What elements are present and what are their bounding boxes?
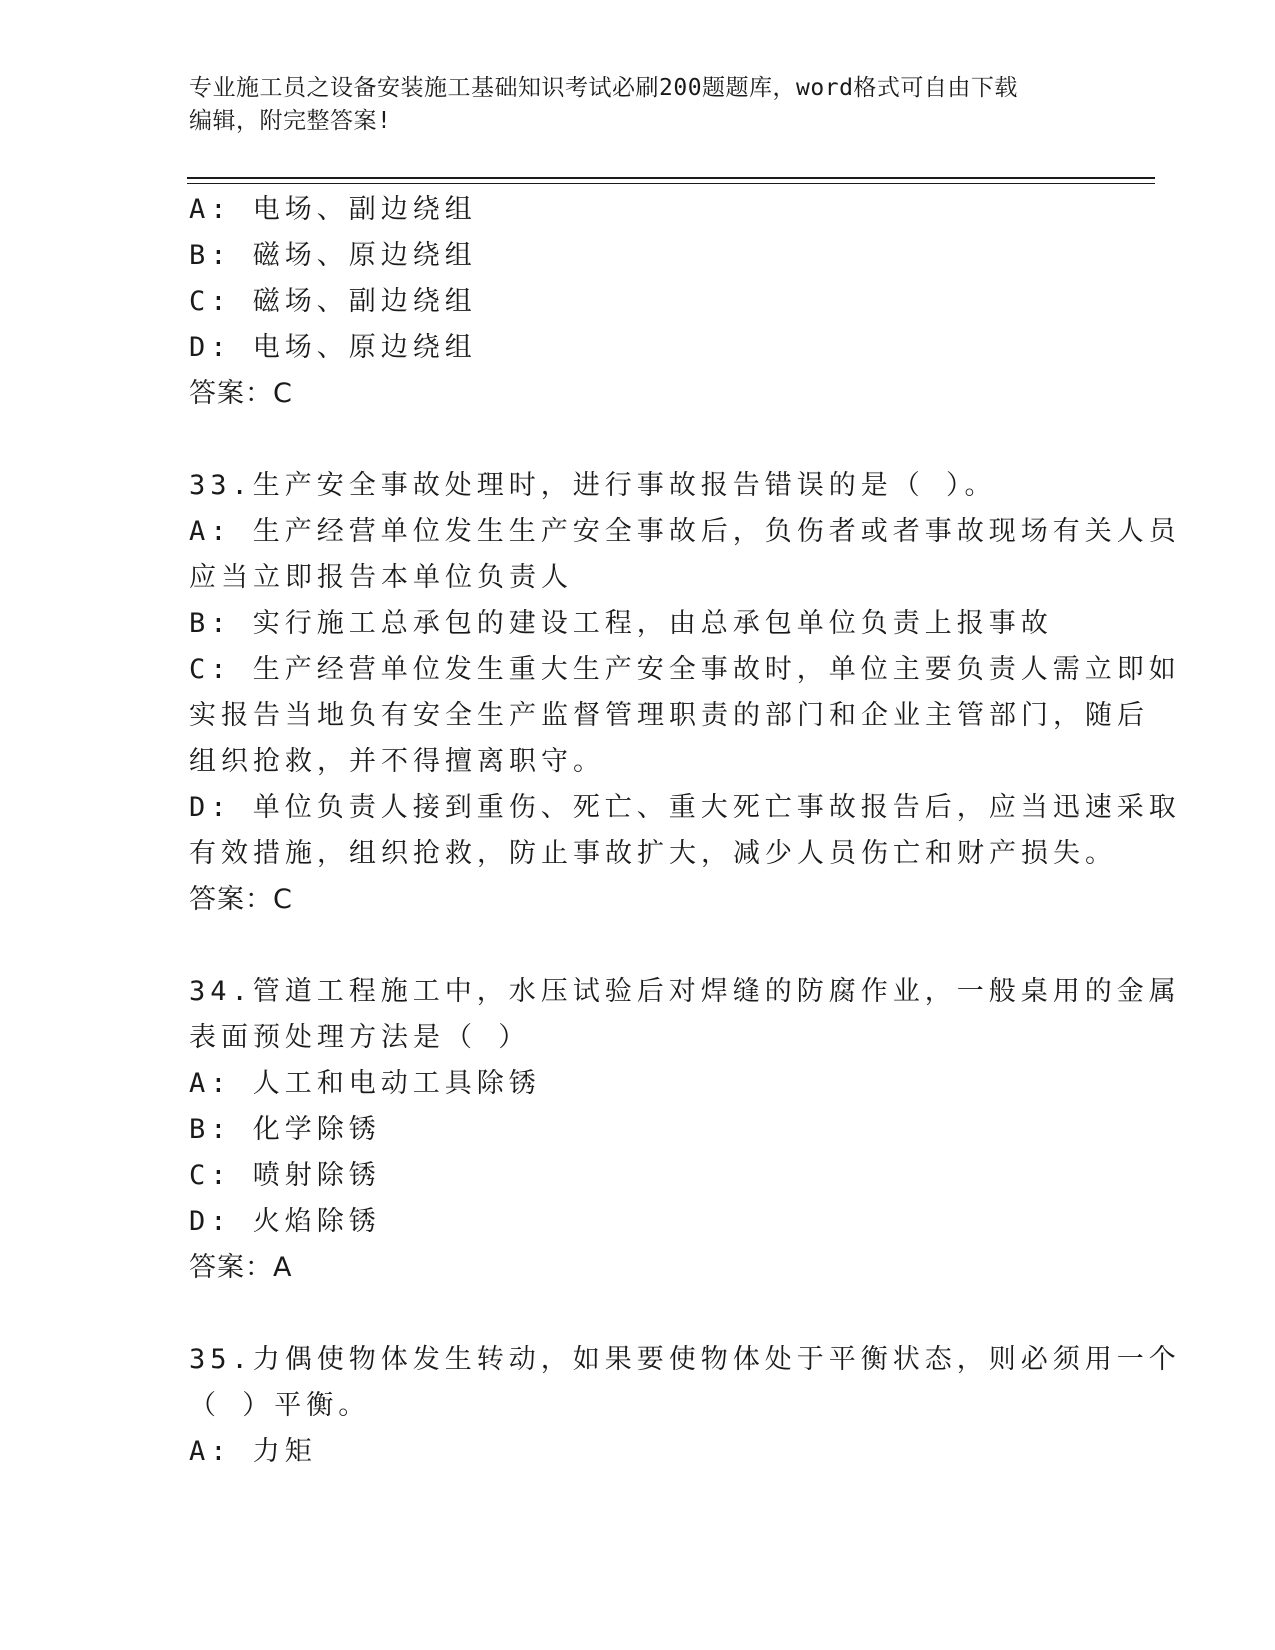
option-d: D: 火焰除锈 [189, 1206, 381, 1237]
answer-label: 答案：A [189, 1252, 293, 1283]
answer-label: 答案：C [189, 378, 293, 409]
option-c-continued: 组织抢救，并不得擅离职守。 [189, 746, 605, 777]
option-a-continued: 应当立即报告本单位负责人 [189, 562, 573, 593]
option-d: D: 电场、原边绕组 [189, 332, 477, 363]
question-stem: 33.生产安全事故处理时，进行事故报告错误的是（ ）。 [189, 470, 997, 501]
question-34-block [189, 969, 1181, 1291]
option-a: A: 电场、副边绕组 [189, 194, 477, 225]
question-content [189, 187, 1181, 1475]
option-a: A: 人工和电动工具除锈 [189, 1068, 541, 1099]
option-b: B: 实行施工总承包的建设工程，由总承包单位负责上报事故 [189, 608, 1053, 639]
question-stem: 35.力偶使物体发生转动，如果要使物体处于平衡状态，则必须用一个 [189, 1344, 1181, 1375]
question-stem: 34.管道工程施工中，水压试验后对焊缝的防腐作业，一般桌用的金属 [189, 976, 1181, 1007]
spacer [189, 923, 1089, 969]
option-b: B: 磁场、原边绕组 [189, 240, 477, 271]
header-title-line-2: 编辑，附完整答案! [189, 108, 392, 134]
question-35-block [189, 1337, 1181, 1475]
question-32-block [189, 187, 1089, 417]
header-title-line-1: 专业施工员之设备安装施工基础知识考试必刷200题题库，word格式可自由下载 [189, 75, 1018, 101]
header-divider-thin [187, 183, 1155, 184]
answer-label: 答案：C [189, 884, 293, 915]
document-header [189, 72, 1089, 138]
option-c-continued: 实报告当地负有安全生产监督管理职责的部门和企业主管部门，随后 [189, 700, 1149, 731]
spacer [189, 417, 1089, 463]
option-c: C: 喷射除锈 [189, 1160, 381, 1191]
header-divider-thick [187, 177, 1155, 179]
option-a: A: 力矩 [189, 1436, 317, 1467]
option-c: C: 磁场、副边绕组 [189, 286, 477, 317]
option-d-continued: 有效措施，组织抢救，防止事故扩大，减少人员伤亡和财产损失。 [189, 838, 1117, 869]
option-b: B: 化学除锈 [189, 1114, 381, 1145]
option-d: D: 单位负责人接到重伤、死亡、重大死亡事故报告后，应当迅速采取 [189, 792, 1181, 823]
spacer [189, 1291, 1089, 1337]
question-stem-continued: 表面预处理方法是（ ） [189, 1022, 531, 1053]
option-c: C: 生产经营单位发生重大生产安全事故时，单位主要负责人需立即如 [189, 654, 1181, 685]
question-stem-continued: （ ）平衡。 [189, 1390, 371, 1421]
question-33-block [189, 463, 1181, 923]
option-a: A: 生产经营单位发生生产安全事故后，负伤者或者事故现场有关人员 [189, 516, 1181, 547]
